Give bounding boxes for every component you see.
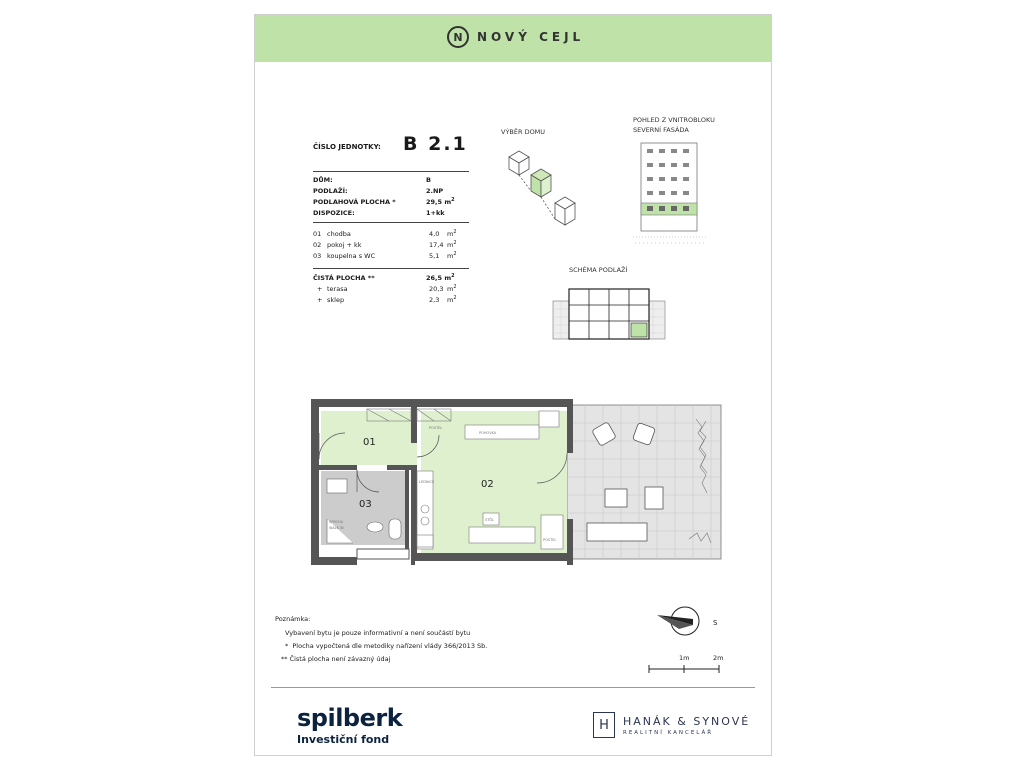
floorplan-sheet: N NOVÝ CEJL ČÍSLO JEDNOTKY: B 2.1 DŮM: B PODLAŽÍ: 2.NP PODLAHOVÁ PLOCHA * 29,5 $m^2$ DISPOZICE: 1+kk 01 chodba 4,0 $m^2$ 02 pokoj + kk 17,4 $m^2$ 03 koupelna s WC 5,1 $m^2$ ČISTÁ PLOCHA ** 26,5 $m^2$ + terasa 20,3 $m^2$ + sklep 2,3 $m^2$ VÝBĚR DOMU POHLED Z VNITROBLOKU SEVERNÍ FASÁDA SCHÉMA PODLAŽÍ 01 02 03 POHOVKA POSTEL LEDNICE SPRCHA WALK IN STŮL POSTEL Poznámka: Vybavení bytu je pouze informativní a není součástí bytu * Plocha vypočtená dle metodiky nařízení vlády 366/2013 Sb. ** Čistá plocha není závazný údaj S 1m 2m spilberk Investiční fond H HANÁK & SYNOVÉ REALITNÍ KANCELÁŘ — [254, 14, 772, 756]
furniture-label: LEDNICE — [419, 480, 435, 484]
info-label: PODLAŽÍ: — [313, 187, 348, 195]
header-banner — [255, 15, 771, 62]
info-label: DISPOZICE: — [313, 209, 355, 217]
facade-label-2: SEVERNÍ FASÁDA — [633, 126, 689, 134]
note-title: Poznámka: — [275, 615, 311, 623]
spilberk-subtitle: Investiční fond — [297, 733, 390, 746]
facade-label-1: POHLED Z VNITROBLOKU — [633, 116, 715, 124]
note-line-1: Vybavení bytu je pouze informativní a není součástí bytu — [285, 629, 471, 637]
spilberk-name: spilberk — [297, 704, 403, 732]
furniture-label: POHOVKA — [479, 431, 497, 435]
compass-icon — [655, 605, 725, 641]
unit-number: B 2.1 — [403, 133, 468, 155]
scale-bar — [645, 649, 725, 673]
spilberk-logo — [297, 705, 402, 746]
hs-name: HANÁK & SYNOVÉ — [623, 714, 751, 728]
brand-name: NOVÝ CEJL — [477, 30, 585, 44]
info-value: 1+kk — [426, 209, 445, 217]
furniture-label: WALK IN — [329, 526, 344, 530]
info-value: 2.NP — [426, 187, 444, 195]
divider — [313, 222, 469, 223]
compass-direction: S — [713, 619, 718, 627]
house-select-diagram — [501, 145, 591, 235]
room-label-01: 01 — [363, 437, 376, 448]
brand — [447, 26, 584, 48]
furniture-label: STŮL — [485, 518, 494, 522]
scale-label-1: 1m — [679, 654, 690, 662]
divider — [313, 171, 469, 172]
floor-scheme-diagram — [549, 285, 669, 345]
room-label-02: 02 — [481, 479, 494, 490]
brand-logo-icon: N — [447, 26, 469, 48]
furniture-label: POSTEL — [429, 426, 443, 430]
info-value: 29,5 $m^2$ — [426, 197, 455, 206]
furniture-label: POSTEL — [543, 538, 557, 542]
divider — [313, 268, 469, 269]
note-line-3: ** Čistá plocha není závazný údaj — [281, 655, 391, 663]
info-label: DŮM: — [313, 176, 333, 184]
hs-monogram-icon: H — [593, 712, 615, 738]
footer-divider — [271, 687, 755, 688]
scale-label-2: 2m — [713, 654, 724, 662]
furniture-label: SPRCHA — [329, 520, 344, 524]
hs-subtitle: REALITNÍ KANCELÁŘ — [623, 729, 714, 736]
floor-scheme-label: SCHÉMA PODLAŽÍ — [569, 266, 628, 274]
facade-diagram — [633, 141, 708, 249]
hanak-synove-logo — [593, 712, 750, 738]
info-label: PODLAHOVÁ PLOCHA * — [313, 198, 396, 206]
room-label-03: 03 — [359, 499, 372, 510]
unit-number-label: ČÍSLO JEDNOTKY: — [313, 143, 381, 151]
house-select-label: VÝBĚR DOMU — [501, 128, 546, 136]
info-value: B — [426, 176, 431, 184]
note-line-2: * Plocha vypočtená dle metodiky nařízení vlády 366/2013 Sb. — [285, 642, 488, 650]
floor-plan — [311, 399, 725, 565]
